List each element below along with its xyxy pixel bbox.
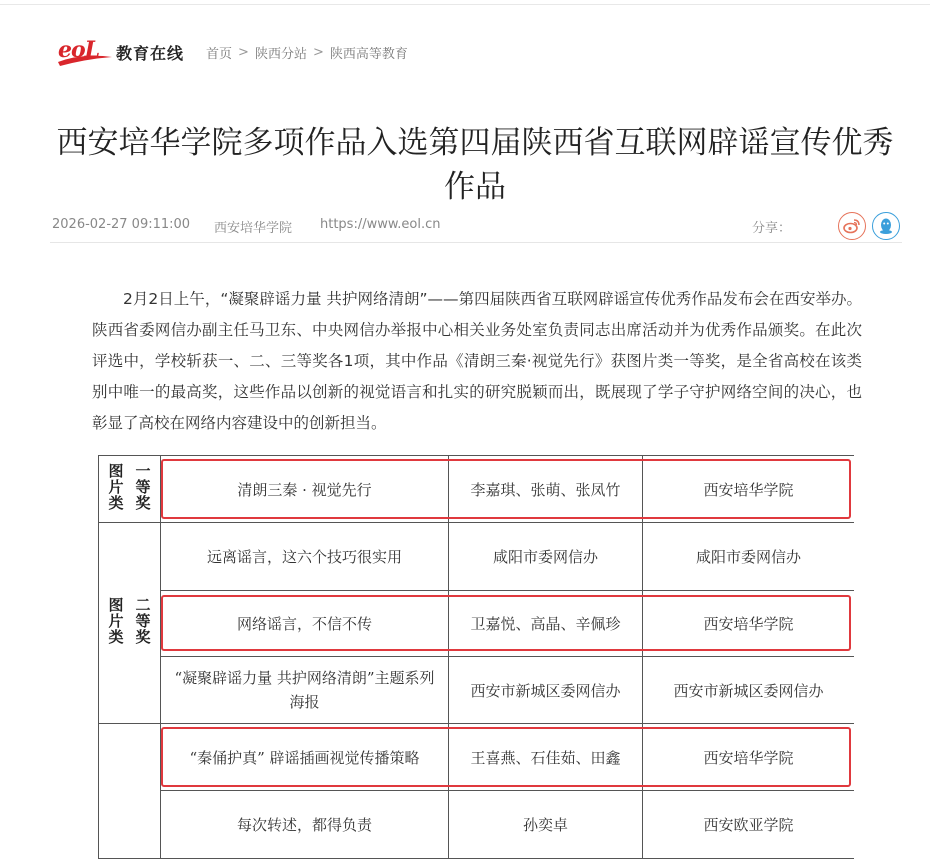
work-title: 清朗三秦 · 视觉先行 xyxy=(161,456,449,523)
logo-text: eoL xyxy=(58,37,100,63)
work-authors: 孙奕卓 xyxy=(449,791,643,859)
breadcrumb-shaanxi[interactable]: 陕西分站 xyxy=(254,46,307,62)
work-unit: 咸阳市委网信办 xyxy=(643,523,855,591)
category-label xyxy=(106,597,154,645)
table-row xyxy=(99,657,855,724)
source-url: https://www.eol.cn xyxy=(320,217,441,232)
share-qq-button[interactable] xyxy=(872,212,900,240)
meta-divider xyxy=(50,242,902,243)
work-unit: 西安培华学院 xyxy=(643,456,855,523)
category-cell-empty xyxy=(99,724,161,859)
awards-table xyxy=(98,455,854,859)
site-logo[interactable] xyxy=(56,35,184,69)
publish-datetime: 2026-02-27 09:11:00 xyxy=(52,217,191,232)
eol-logo-icon xyxy=(56,35,114,69)
award-level: 一等奖 xyxy=(133,463,152,511)
work-title: 每次转述，都得负责 xyxy=(161,791,449,859)
article-paragraph: 2月2日上午，“凝聚辟谣力量 共护网络清朗”——第四届陕西省互联网辟谣宣传优秀作品发布会在西安举办。陕西省委网信办副主任马卫东、中央网信办举报中心相关业务处室负责同志出席活动并为优秀作品颁奖。在此次评选中，学校斩获一、二、三等奖各1项，其中作品《清朗三秦·视觉先行》获图片类一等奖，是全省高校在该类别中唯一的最高奖，这些作品以创新的视觉语言和扎实的研究脱颖而出，既展现了学子守护网络空间的决心，也彰显了高校在网络内容建设中的创新担当。 xyxy=(92,290,862,432)
work-unit: 西安培华学院 xyxy=(643,591,855,657)
article-meta xyxy=(52,212,902,242)
qq-icon xyxy=(878,217,894,235)
category-label xyxy=(106,463,154,511)
top-divider xyxy=(0,4,930,5)
share-weibo-button[interactable] xyxy=(838,212,866,240)
breadcrumb-separator: > xyxy=(312,44,324,60)
work-title: “秦俑护真” 辟谣插画视觉传播策略 xyxy=(161,724,449,791)
category-cell xyxy=(99,523,161,724)
work-title: 网络谣言，不信不传 xyxy=(161,591,449,657)
work-authors: 王喜燕、石佳茹、田鑫 xyxy=(449,724,643,791)
breadcrumb-higher-education[interactable]: 陕西高等教育 xyxy=(329,46,408,62)
work-authors: 李嘉琪、张萌、张凤竹 xyxy=(449,456,643,523)
category-cell xyxy=(99,456,161,523)
work-unit: 西安市新城区委网信办 xyxy=(643,657,855,724)
work-unit: 西安培华学院 xyxy=(643,724,855,791)
article-title: 西安培华学院多项作品入选第四届陕西省互联网辟谣宣传优秀作品 xyxy=(56,124,894,205)
work-title: “凝聚辟谣力量 共护网络清朗”主题系列海报 xyxy=(161,657,449,724)
awards-table-container xyxy=(98,455,854,859)
category-type: 图片类 xyxy=(106,597,125,645)
table-row xyxy=(99,523,855,591)
article-source: 西安培华学院 xyxy=(214,221,293,236)
category-type: 图片类 xyxy=(106,463,125,511)
site-name: 教育在线 xyxy=(116,43,185,63)
work-unit: 西安欧亚学院 xyxy=(643,791,855,859)
breadcrumb xyxy=(206,43,408,62)
work-authors: 西安市新城区委网信办 xyxy=(449,657,643,724)
work-authors: 卫嘉悦、高晶、辛佩珍 xyxy=(449,591,643,657)
weibo-icon xyxy=(843,218,861,234)
breadcrumb-separator: > xyxy=(238,44,249,60)
table-row xyxy=(99,591,855,657)
award-level: 二等奖 xyxy=(133,597,152,645)
table-row xyxy=(99,456,855,523)
site-header xyxy=(56,34,408,70)
share-label: 分享： xyxy=(752,221,792,236)
work-authors: 咸阳市委网信办 xyxy=(449,523,643,591)
work-title: 远离谣言，这六个技巧很实用 xyxy=(161,523,449,591)
table-row xyxy=(99,724,855,791)
table-row xyxy=(99,791,855,859)
breadcrumb-home[interactable]: 首页 xyxy=(206,46,233,62)
